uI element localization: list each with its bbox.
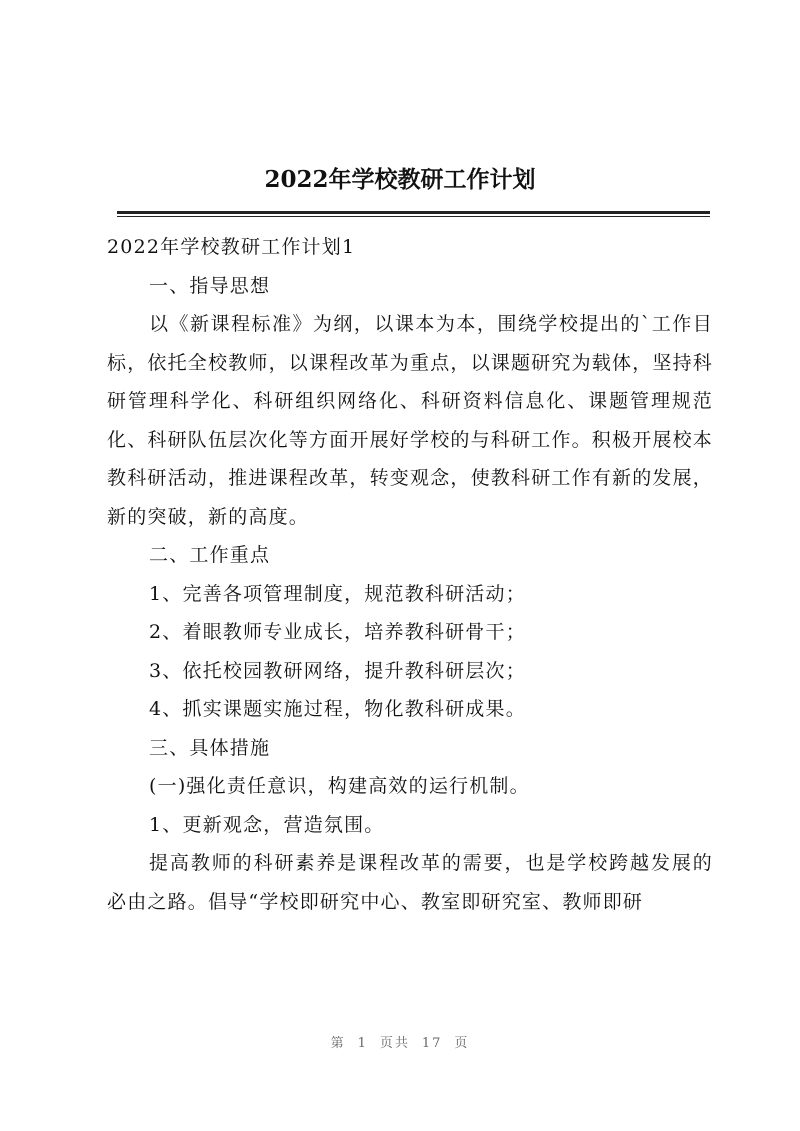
page-title: 2022年学校教研工作计划 xyxy=(264,166,536,193)
title-divider-thick xyxy=(117,211,710,214)
subheading-update-concepts: 1、更新观念，营造氛围。 xyxy=(149,813,385,836)
list-item-focus-2: 2、着眼教师专业成长，培养教科研骨干； xyxy=(149,621,526,643)
footer-mid: 页共 xyxy=(379,1036,410,1051)
footer-current-page: 1 xyxy=(357,1036,368,1051)
footer-prefix: 第 xyxy=(330,1036,346,1051)
section-subtitle: 2022年学校教研工作计划1 xyxy=(107,236,356,258)
paragraph-guiding-ideology: 以《新课程标准》为纲，以课本为本，围绕学校提出的`工作目标，依托全校教师，以课程改革为重点，以课题研究为载体，坚持科研管理科学化、科研组织网络化、科研资料信息化、课题管理规范化、科研队伍层次化等方面开展好学校的与科研工作。积极开展校本教科研活动，推进课程改革，转变观念，使教科研工作有新的发展，新的突破，新的高度。 xyxy=(107,313,714,528)
heading-guiding-ideology: 一、指导思想 xyxy=(149,274,271,297)
title-divider-thin xyxy=(117,216,710,217)
document-body xyxy=(107,228,713,921)
heading-work-focus: 二、工作重点 xyxy=(149,544,271,566)
list-item-focus-3: 3、依托校园教研网络，提升教科研层次； xyxy=(149,659,526,682)
list-item-focus-1: 1、完善各项管理制度，规范教科研活动； xyxy=(149,582,526,605)
heading-specific-measures: 三、具体措施 xyxy=(149,736,271,759)
footer-suffix: 页 xyxy=(454,1036,470,1051)
footer-total-pages: 17 xyxy=(421,1036,443,1051)
page-footer xyxy=(0,1032,800,1051)
paragraph-research-literacy: 提高教师的科研素养是课程改革的需要，也是学校跨越发展的必由之路。倡导“学校即研究中心、教室即研究室、教师即研 xyxy=(107,852,713,913)
list-item-focus-4: 4、抓实课题实施过程，物化教科研成果。 xyxy=(149,698,526,720)
subheading-responsibility: (一)强化责任意识，构建高效的运行机制。 xyxy=(149,775,530,797)
